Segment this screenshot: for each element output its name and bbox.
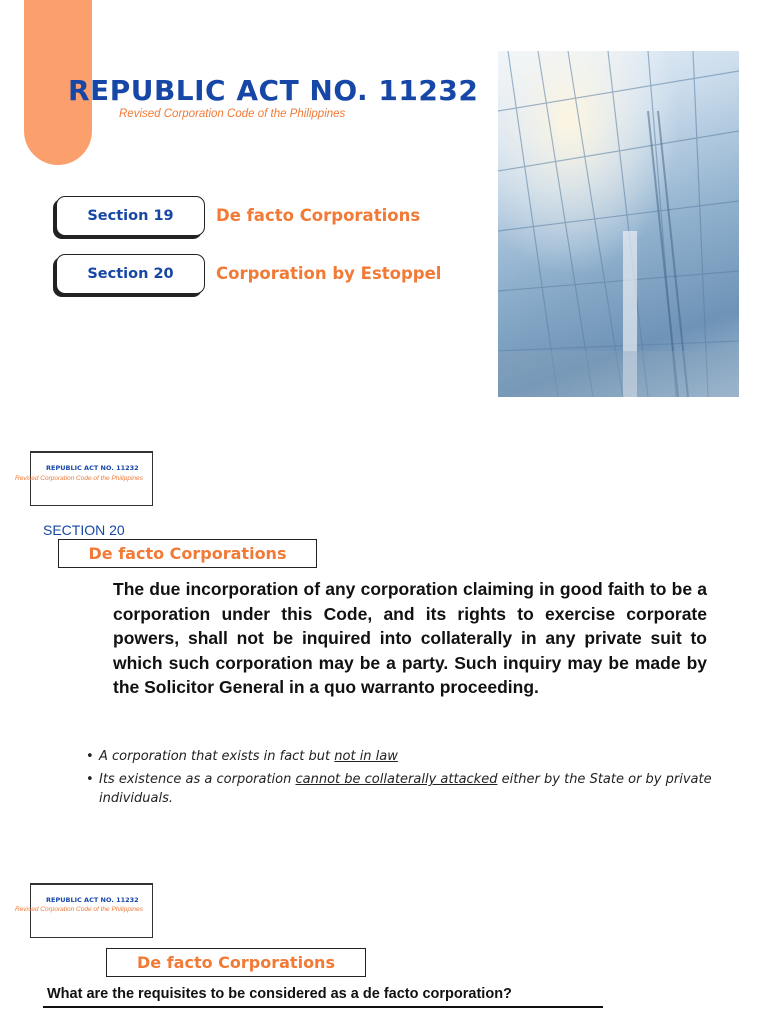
section-20-title: Corporation by Estoppel xyxy=(216,264,442,283)
bullet-item: • A corporation that exists in fact but not in law xyxy=(86,747,716,766)
section-20-button[interactable]: Section 20 xyxy=(56,254,205,294)
page-subtitle: Revised Corporation Code of the Philippines xyxy=(119,108,346,120)
section-19-button[interactable]: Section 19 xyxy=(56,196,205,236)
bullet-item: • Its existence as a corporation cannot be collaterally attacked either by the State or by private individuals. xyxy=(86,770,716,808)
question-text: What are the requisites to be considered as a de facto corporation? xyxy=(47,986,512,1002)
section-label: SECTION 20 xyxy=(43,522,125,538)
mini-header-subtitle: Revised Corporation Code of the Philippines xyxy=(15,906,143,913)
section-19-title: De facto Corporations xyxy=(216,206,421,225)
provision-text: The due incorporation of any corporation claiming in good faith to be a corporation under this Code, and its rights to exercise corporate powers, shall not be inquired into collaterally in any private suit to which such corporation may be a party. Such inquiry may be made by the Solicitor General in a quo warranto proceeding. xyxy=(113,579,707,698)
mini-header-subtitle: Revised Corporation Code of the Philippines xyxy=(15,475,143,482)
glass-building-illustration xyxy=(498,51,739,397)
section-heading: De facto Corporations xyxy=(106,948,366,977)
mini-header-title: REPUBLIC ACT NO. 11232 xyxy=(46,464,139,472)
mini-header-title: REPUBLIC ACT NO. 11232 xyxy=(46,896,139,904)
page-title: REPUBLIC ACT NO. 11232 xyxy=(68,74,479,107)
building-photo xyxy=(498,51,739,397)
section-heading: De facto Corporations xyxy=(58,539,317,568)
bullet-list xyxy=(86,747,716,812)
question-underline xyxy=(43,1006,603,1008)
